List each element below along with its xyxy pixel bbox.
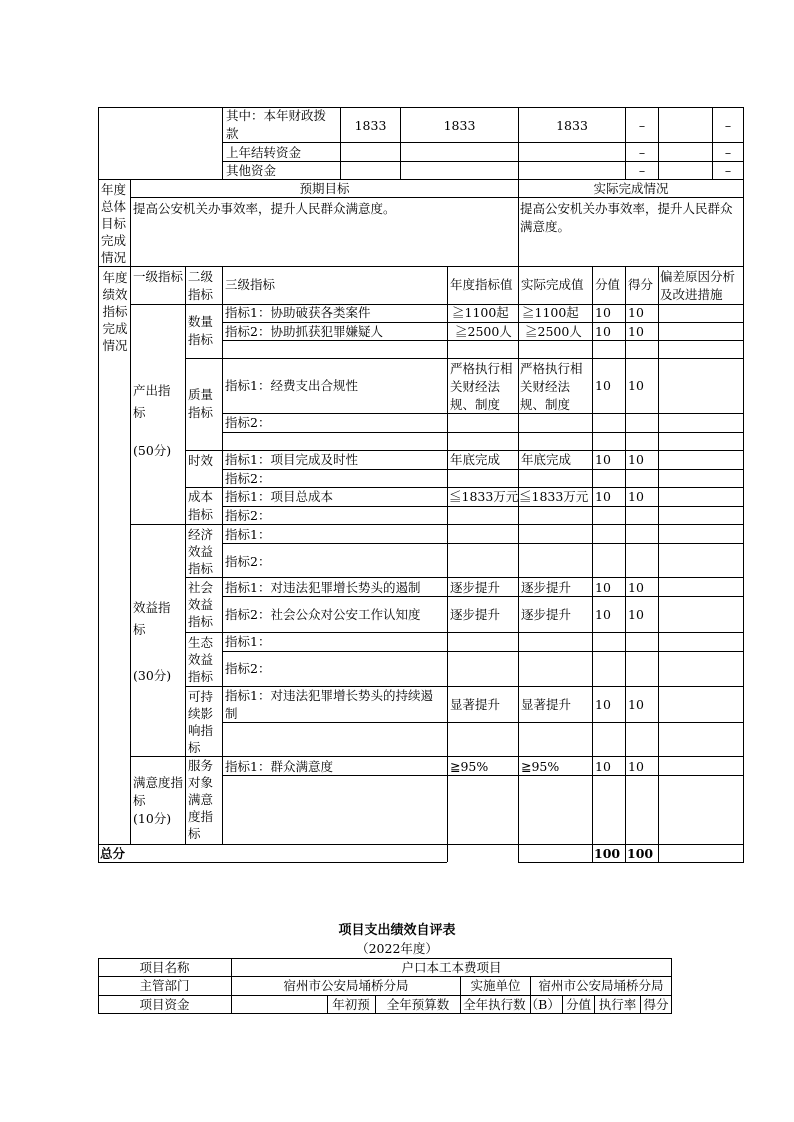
col-weight: 分值 [565, 997, 591, 1012]
indicator-row-target: 年底完成 [450, 452, 501, 467]
impl-label: 实施单位 [470, 978, 521, 993]
indicator-row-actual: ≧2500人 [525, 324, 582, 339]
indicator-row-score: 10 [628, 324, 644, 339]
dept-value: 宿州市公安局埇桥分局 [283, 978, 409, 993]
indicator-row-name: 指标1： [225, 634, 271, 649]
indicators-row-label: 年度绩效指标完成情况 [102, 270, 128, 353]
indicator-row-target: 逐步提升 [450, 607, 501, 622]
indicator-row-target: ≦1833万元 [449, 489, 519, 504]
dept-label: 主管部门 [139, 978, 190, 993]
indicator-row-weight: 10 [595, 452, 611, 467]
indicator-row-score: 10 [628, 697, 644, 712]
total-score: 100 [627, 846, 654, 861]
annual-goals-row-label: 年度总体目标完成情况 [101, 182, 127, 265]
indicator-row-name: 指标1：对违法犯罪增长势头的遏制 [225, 580, 421, 595]
timeliness-indicator-label: 时效 [188, 453, 214, 468]
actual-goal-text: 提高公安机关办事效率，提升人民群众满意度。 [520, 201, 733, 234]
header-target: 年度指标值 [450, 277, 513, 292]
indicator-row-name: 指标1： [225, 527, 271, 542]
indicator-row-score: 10 [628, 607, 644, 622]
indicator-row-weight: 10 [595, 607, 611, 622]
indicator-row-name: 指标2： [225, 508, 271, 523]
header-deviation: 偏差原因分析及改进措施 [660, 269, 736, 302]
current-year-score: – [724, 118, 732, 133]
indicator-row-weight: 10 [595, 324, 611, 339]
indicator-row-actual: 逐步提升 [521, 607, 572, 622]
header-level3: 三级指标 [225, 277, 276, 292]
total-weight: 100 [594, 846, 621, 861]
other-score: – [724, 163, 732, 178]
indicator-row-score: 10 [628, 489, 644, 504]
col-score: 得分 [643, 997, 669, 1012]
indicator-row-target: ≧1100起 [452, 305, 509, 320]
indicator-row-weight: 10 [595, 759, 611, 774]
indicator-row-target: 严格执行相关财经法规、制度 [450, 361, 513, 412]
indicator-row-name: 指标1：项目总成本 [225, 489, 333, 504]
cost-indicator-label: 成本指标 [188, 489, 214, 522]
sustainable-indicator-label: 可持续影响指标 [188, 689, 214, 755]
header-level2: 二级指标 [188, 269, 214, 302]
indicator-row-score: 10 [628, 759, 644, 774]
indicator-row-name: 指标2： [225, 661, 271, 676]
actual-goal-header: 实际完成情况 [593, 181, 669, 196]
funds-label: 项目资金 [139, 997, 190, 1012]
indicator-row-actual: 年底完成 [521, 452, 572, 467]
indicator-row-score: 10 [628, 452, 644, 467]
project-name-value: 户口本工本费项目 [401, 960, 502, 975]
quality-indicator-label: 质量指标 [188, 387, 214, 420]
col-full-execution: 全年执行数（B） [463, 997, 560, 1012]
header-weight: 分值 [595, 277, 621, 292]
indicator-row-name: 指标1：项目完成及时性 [225, 452, 358, 467]
col-initial-budget: 年初预 [332, 997, 370, 1012]
output-indicator-points: (50分) [133, 443, 172, 458]
indicator-row-weight: 10 [595, 305, 611, 320]
indicator-row-name: 指标1：协助破获各类案件 [225, 305, 371, 320]
carryover-funding-label: 上年结转资金 [226, 145, 302, 160]
col-full-budget: 全年预算数 [386, 997, 450, 1012]
indicator-row-name: 指标2：协助抓获犯罪嫌疑人 [225, 324, 383, 339]
indicator-row-weight: 10 [595, 378, 611, 393]
current-year-budget-full: 1833 [443, 118, 476, 133]
indicator-row-weight: 10 [595, 580, 611, 595]
current-year-budget-initial: 1833 [354, 118, 387, 133]
indicator-row-score: 10 [628, 378, 644, 393]
indicator-row-name: 指标2： [225, 554, 271, 569]
expected-goal-text: 提高公安机关办事效率，提升人民群众满意度。 [133, 201, 396, 216]
impl-value: 宿州市公安局埇桥分局 [538, 978, 664, 993]
indicator-row-name: 指标2： [225, 415, 271, 430]
social-indicator-label: 社会效益指标 [188, 580, 214, 629]
project-name-label: 项目名称 [139, 960, 190, 975]
indicator-row-target: ≧2500人 [455, 324, 512, 339]
indicator-row-target: ≧95% [450, 759, 489, 774]
indicator-row-score: 10 [628, 305, 644, 320]
next-table-year: （2022年度） [356, 941, 438, 956]
total-score-label: 总分 [100, 846, 126, 861]
indicator-row-target: 逐步提升 [450, 580, 501, 595]
service-satisfaction-label: 服务对象满意度指标 [188, 758, 214, 841]
indicator-row-actual: 严格执行相关财经法规、制度 [520, 361, 583, 412]
indicator-row-actual: ≧95% [521, 759, 560, 774]
current-year-funding-label: 其中：本年财政拨款 [226, 108, 327, 141]
header-score: 得分 [628, 277, 654, 292]
current-year-execution: 1833 [556, 118, 588, 133]
indicator-row-name: 指标1：对违法犯罪增长势头的持续遏制 [225, 688, 433, 721]
header-actual: 实际完成值 [521, 277, 584, 292]
economic-indicator-label: 经济效益指标 [188, 527, 214, 576]
quantity-indicator-label: 数量指标 [188, 314, 214, 347]
carryover-score: – [724, 145, 732, 160]
indicator-row-name: 指标1：经费支出合规性 [225, 378, 358, 393]
col-execution-rate: 执行率 [598, 997, 637, 1012]
indicator-row-name: 指标2： [225, 471, 271, 486]
indicator-row-name: 指标2：社会公众对公安工作认知度 [225, 607, 421, 622]
ecological-indicator-label: 生态效益指标 [188, 635, 214, 684]
next-table-title: 项目支出绩效自评表 [338, 923, 456, 938]
carryover-weight: – [638, 145, 646, 160]
output-indicator-label: 产出指标 [133, 383, 171, 420]
header-level1: 一级指标 [133, 269, 184, 284]
current-year-weight: – [638, 118, 646, 133]
indicator-row-name: 指标1：群众满意度 [225, 759, 333, 774]
indicator-row-score: 10 [628, 580, 644, 595]
expected-goal-header: 预期目标 [299, 181, 350, 196]
indicator-row-actual: 逐步提升 [521, 580, 572, 595]
satisfaction-indicator-points: (10分) [133, 811, 172, 826]
indicator-row-weight: 10 [595, 697, 611, 712]
other-funding-label: 其他资金 [226, 163, 277, 178]
satisfaction-indicator-label: 满意度指标 [133, 775, 184, 808]
other-weight: – [638, 163, 646, 178]
indicator-row-target: 显著提升 [450, 697, 501, 712]
effect-indicator-points: (30分) [133, 668, 172, 683]
indicator-row-actual: ≧1100起 [522, 305, 579, 320]
effect-indicator-label: 效益指标 [133, 600, 171, 637]
indicator-row-actual: ≦1833万元 [519, 489, 589, 504]
indicator-row-weight: 10 [595, 489, 611, 504]
indicator-row-actual: 显著提升 [521, 697, 572, 712]
